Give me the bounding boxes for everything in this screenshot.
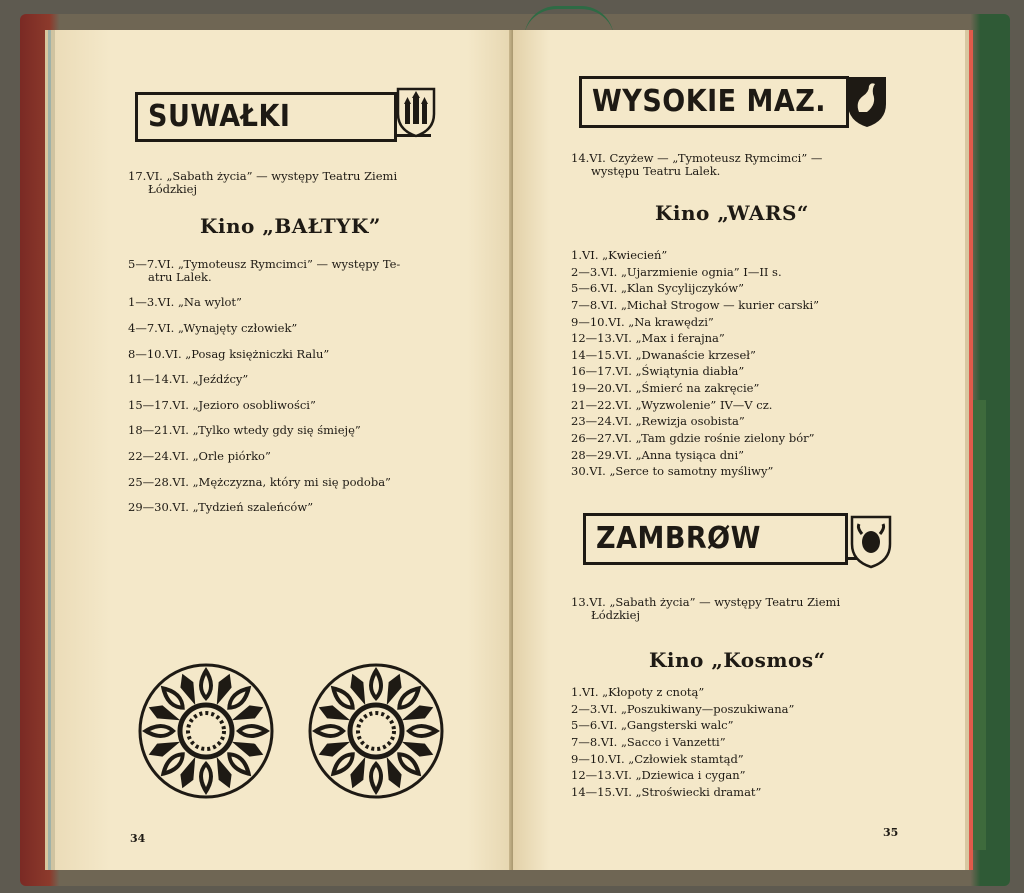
screening-date: 23—24.VI. — [571, 414, 636, 429]
screening-date: 19—20.VI. — [571, 381, 636, 396]
list-item — [128, 348, 400, 361]
screening-title: „Michał Strogow — kurier carski” — [620, 297, 820, 312]
screening-date: 7—8.VI. — [571, 734, 621, 749]
zambrow-event-list — [571, 596, 840, 621]
list-item — [571, 719, 794, 732]
screening-title: „Śmierć na zakręcie” — [635, 381, 760, 396]
list-item — [128, 450, 400, 463]
suwalki-header-box — [135, 92, 397, 142]
list-item — [571, 365, 819, 378]
list-item — [571, 703, 794, 716]
screening-title: „Człowiek stamtąd” — [628, 751, 744, 766]
list-item — [128, 296, 400, 309]
screening-date: 18—21.VI. — [128, 423, 193, 438]
screening-date: 25—28.VI. — [128, 474, 193, 489]
wars-screening-list — [571, 249, 819, 482]
screening-date: 30.VI. — [571, 464, 610, 479]
zambrow-header-box — [583, 513, 848, 565]
screening-title: „Orle piórko” — [192, 449, 271, 464]
folk-ornament-left-icon — [135, 660, 277, 802]
screening-date: 5—6.VI. — [571, 718, 621, 733]
list-item — [571, 769, 794, 782]
screening-title: „Stroświecki dramat” — [635, 784, 762, 799]
list-item — [571, 449, 819, 462]
list-item — [128, 501, 400, 514]
list-item — [128, 476, 400, 489]
screening-title: „Tylko wtedy gdy się śmieję” — [192, 423, 361, 438]
list-item — [128, 258, 400, 283]
screening-title: „Wyzwolenie” IV—V cz. — [635, 397, 773, 412]
list-item — [571, 382, 819, 395]
list-item — [571, 465, 819, 478]
screening-date: 12—13.VI. — [571, 331, 636, 346]
list-item — [571, 753, 794, 766]
wysokie-maz-header-box — [579, 76, 849, 128]
screening-date: 1.VI. — [571, 685, 603, 699]
screening-date: 11—14.VI. — [128, 372, 193, 387]
wysokie-maz-header-title: WYSOKIE MAZ. — [592, 84, 827, 119]
list-item — [128, 399, 400, 412]
screening-title: „Gangsterski walc” — [620, 718, 734, 733]
zambrow-header-title: ZAMBRØW — [596, 521, 761, 556]
wysokie-maz-crest-icon — [845, 74, 889, 130]
zambrow-crest-icon — [849, 514, 893, 570]
screening-title: „Anna tysiąca dni” — [635, 447, 745, 462]
list-item — [571, 415, 819, 428]
folk-ornament-right-icon — [305, 660, 447, 802]
cover-edge-green — [972, 400, 986, 850]
list-item — [571, 282, 819, 295]
suwalki-crest-icon — [395, 86, 437, 138]
screening-title: „Kwiecień” — [602, 248, 668, 262]
screening-title: „Max i ferajna” — [635, 331, 725, 346]
screening-date: 8—10.VI. — [128, 346, 186, 361]
screening-title: „Tymoteusz Rymcimci” — występy Te- — [177, 257, 401, 271]
screening-date: 14—15.VI. — [571, 347, 636, 362]
list-item: 14.VI. Czyżew — „Tymoteusz Rymcimci” — występu Teatru Lalek. — [571, 151, 823, 178]
list-item: 17.VI. „Sabath życia” — występy Teatru Ziemi Łódzkiej — [128, 169, 398, 196]
screening-title: „Ujarzmienie ognia” I—II s. — [620, 264, 782, 279]
list-item — [128, 322, 400, 335]
screening-date: 9—10.VI. — [571, 314, 629, 329]
list-item — [571, 299, 819, 312]
list-item: 13.VI. „Sabath życia” — występy Teatru Ziemi Łódzkiej — [571, 595, 841, 622]
screening-title: „Wynajęty człowiek” — [177, 320, 298, 335]
screening-title: „Mężczyzna, który mi się podoba” — [192, 474, 391, 489]
right-page — [513, 30, 965, 870]
screening-date: 5—7.VI. — [128, 257, 178, 271]
screening-title: „Jeźdźcy” — [192, 372, 249, 387]
cinema-title-baltyk: Kino „BAŁTYK” — [200, 214, 381, 238]
list-item — [571, 316, 819, 329]
page-number-left: 34 — [130, 832, 146, 845]
kosmos-screening-list — [571, 686, 794, 802]
screening-date: 2—3.VI. — [571, 701, 621, 716]
list-item — [571, 736, 794, 749]
screening-title: „Dwanaście krzeseł” — [635, 347, 756, 362]
screening-title: „Rewizja osobista” — [635, 414, 745, 429]
screening-title: „Klan Sycylijczyków” — [620, 281, 744, 296]
screening-title: „Serce to samotny myśliwy” — [609, 464, 774, 479]
list-item — [571, 686, 794, 699]
screening-title: „Tam gdzie rośnie zielony bór” — [635, 431, 815, 446]
cinema-title-kosmos: Kino „Kosmos“ — [649, 648, 826, 672]
screening-title-continuation: atru Lalek. — [148, 269, 212, 284]
screening-title: „Sacco i Vanzetti” — [620, 734, 726, 749]
screening-title: „Tydzień szaleńców” — [192, 500, 314, 515]
list-item — [571, 332, 819, 345]
screening-title: „Na wylot” — [177, 295, 242, 310]
screening-date: 1.VI. — [571, 248, 603, 262]
screening-date: 4—7.VI. — [128, 320, 178, 335]
list-item — [571, 432, 819, 445]
page-number-right: 35 — [883, 826, 899, 839]
screening-title: „Świątynia diabła” — [635, 364, 745, 379]
wysokie-maz-event-list — [571, 152, 822, 177]
screening-date: 16—17.VI. — [571, 364, 636, 379]
screening-date: 9—10.VI. — [571, 751, 629, 766]
screening-date: 28—29.VI. — [571, 447, 636, 462]
cinema-title-wars: Kino „WARS“ — [655, 201, 809, 225]
screening-date: 12—13.VI. — [571, 768, 636, 783]
list-item — [128, 424, 400, 437]
screening-date: 1—3.VI. — [128, 295, 178, 310]
screening-date: 14—15.VI. — [571, 784, 636, 799]
screening-title: „Posag księżniczki Ralu” — [185, 346, 330, 361]
list-item — [571, 349, 819, 362]
screening-date: 22—24.VI. — [128, 449, 193, 464]
screening-date: 5—6.VI. — [571, 281, 621, 296]
screening-title: „Jezioro osobliwości” — [192, 397, 316, 412]
screening-title: „Kłopoty z cnotą” — [602, 685, 705, 699]
screening-date: 26—27.VI. — [571, 431, 636, 446]
screening-title: „Poszukiwany—poszukiwana” — [620, 701, 795, 716]
screening-date: 7—8.VI. — [571, 297, 621, 312]
screening-date: 29—30.VI. — [128, 500, 193, 515]
screening-date: 2—3.VI. — [571, 264, 621, 279]
list-item — [128, 373, 400, 386]
list-item — [571, 249, 819, 262]
list-item — [571, 266, 819, 279]
list-item — [571, 399, 819, 412]
list-item — [571, 786, 794, 799]
screening-date: 21—22.VI. — [571, 397, 636, 412]
screening-title: „Na krawędzi” — [628, 314, 714, 329]
left-page — [55, 30, 513, 870]
suwalki-event-list — [128, 170, 397, 195]
baltyk-screening-list — [128, 258, 400, 527]
screening-title: „Dziewica i cygan” — [635, 768, 746, 783]
suwalki-header-title: SUWAŁKI — [148, 99, 291, 134]
screening-date: 15—17.VI. — [128, 397, 193, 412]
